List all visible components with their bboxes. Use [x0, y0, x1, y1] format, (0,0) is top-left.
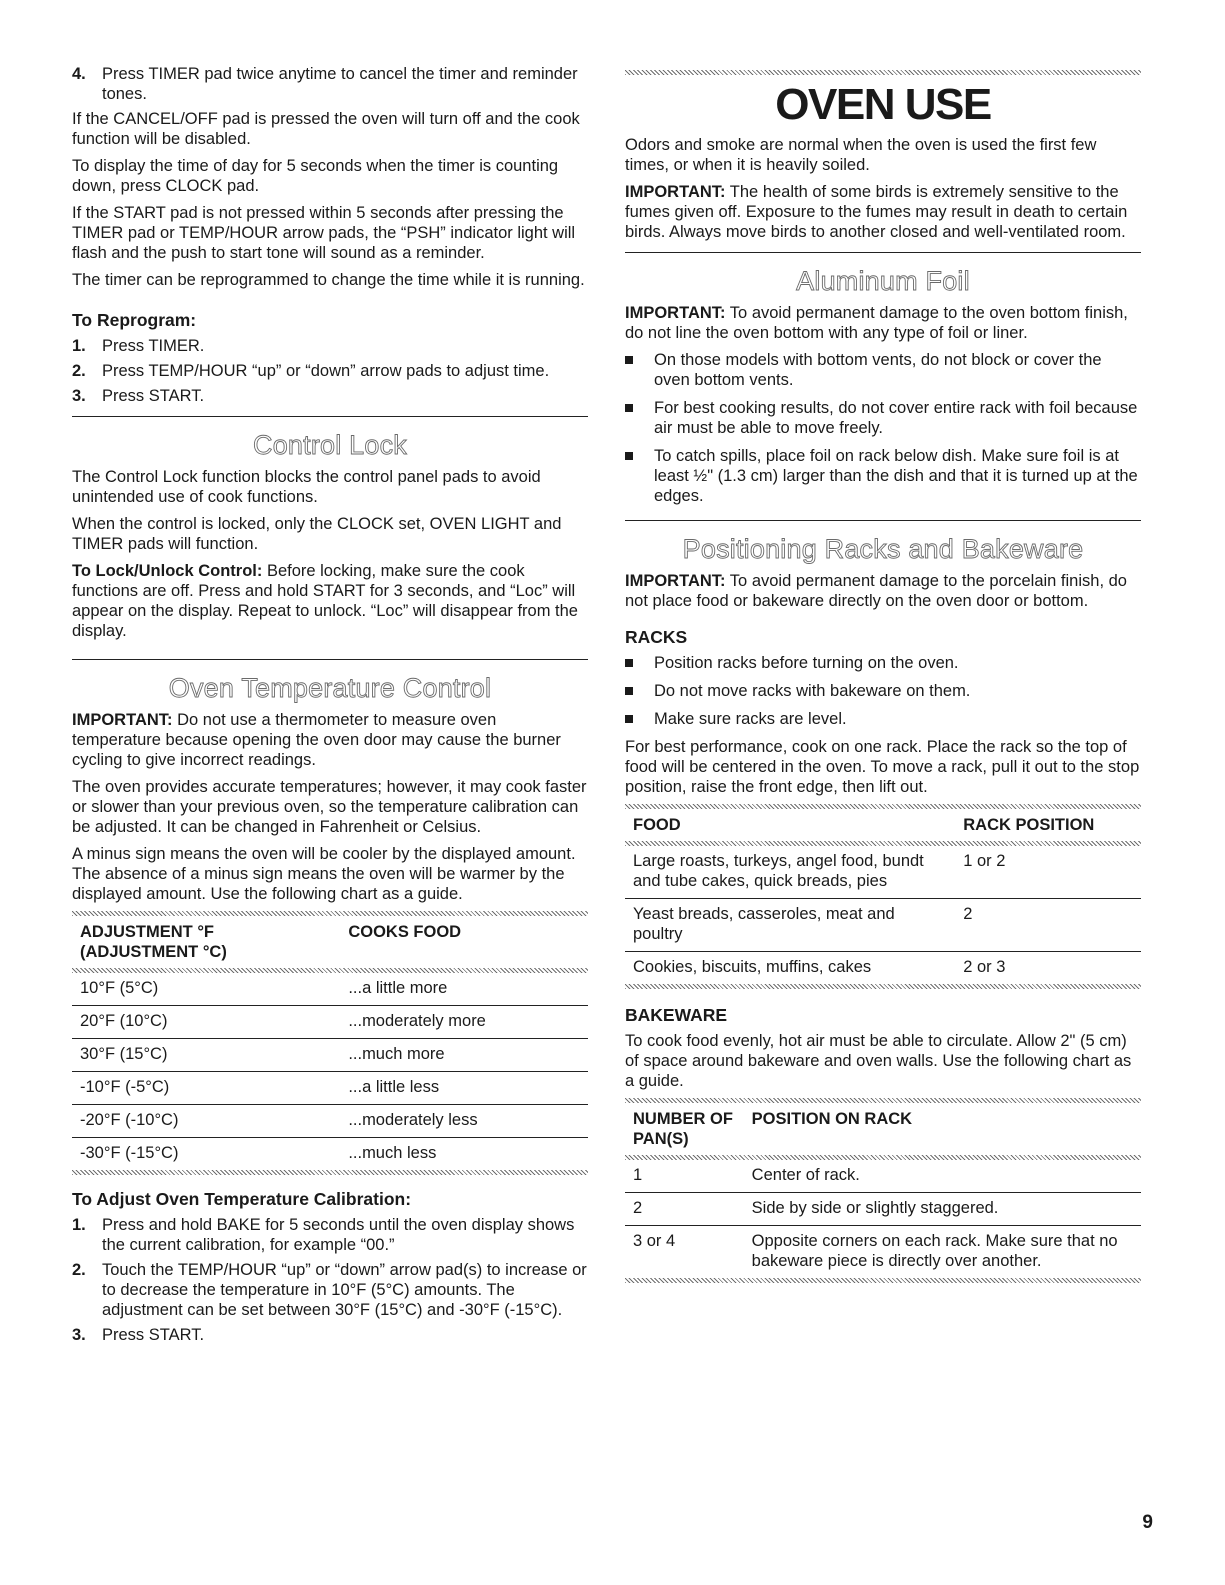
step-text: Press TEMP/HOUR “up” or “down” arrow pads to adjust time. — [102, 362, 550, 380]
page-number: 9 — [1142, 1512, 1153, 1533]
adjustment-cell: -30°F (-15°C) — [80, 1144, 179, 1162]
rack-position-cell: 2 or 3 — [963, 958, 1006, 976]
table-row — [625, 1226, 1141, 1279]
porcelain-warning — [625, 571, 1141, 611]
important-label: IMPORTANT: — [72, 711, 173, 729]
number-of-pans-column-header: NUMBER OF PAN(S) — [633, 1110, 733, 1148]
table-bottom-border — [625, 984, 1141, 989]
step-text: Press START. — [102, 1326, 205, 1344]
position-on-rack-cell: Opposite corners on each rack. Make sure that no bakeware piece is directly over another. — [751, 1232, 1118, 1270]
rack-position-cell: 2 — [955, 899, 1141, 952]
adjustment-table — [72, 916, 588, 1170]
table-row — [625, 899, 1141, 952]
table-row — [625, 1160, 1141, 1193]
table-row — [72, 1006, 588, 1039]
warning-text: Do not use a thermometer to measure oven temperature because opening the oven door may cause the burner cycling to give incorrect readings. — [72, 711, 561, 769]
bullet-text: To catch spills, place foil on rack below dish. Make sure foil is at least ½" (1.3 cm) larger than the dish and that it is turned up at the edges. — [654, 447, 1138, 505]
reprogram-paragraph: The timer can be reprogrammed to change the time while it is running. — [72, 271, 585, 289]
adjustment-cell: -10°F (-5°C) — [72, 1072, 340, 1105]
table-row — [72, 1138, 588, 1171]
bullet-square-icon — [625, 404, 633, 412]
positioning-racks-title: Positioning Racks and Bakeware — [682, 534, 1084, 564]
important-label: IMPORTANT: — [625, 183, 726, 201]
cooks-food-cell: ...a little less — [340, 1072, 588, 1105]
step-number: 2. — [72, 1261, 86, 1279]
odors-paragraph: Odors and smoke are normal when the oven is used the first few times, or when it is heavily soiled. — [625, 136, 1097, 174]
step-number: 2. — [72, 362, 86, 380]
food-rack-table — [625, 809, 1141, 984]
step-text: Touch the TEMP/HOUR “up” or “down” arrow pad(s) to increase or to decrease the temperature in 10°F (5°C) amounts. The adjustment can be set between 30°F (15°C) and -30°F (-15°C). — [102, 1261, 587, 1319]
step-number: 1. — [72, 1216, 86, 1234]
racks-bullet — [625, 653, 1141, 673]
bakeware-heading: BAKEWARE — [625, 1005, 728, 1025]
step-text: Press START. — [102, 387, 205, 405]
table-row — [72, 1072, 588, 1105]
bullet-text: Position racks before turning on the oven. — [654, 654, 959, 672]
cooks-food-cell: ...moderately less — [340, 1105, 588, 1138]
control-lock-title: Control Lock — [253, 430, 407, 460]
table-row — [625, 846, 1141, 899]
cooks-food-cell: ...moderately more — [340, 1006, 588, 1039]
lock-unlock-paragraph — [72, 561, 588, 641]
foil-warning — [625, 303, 1141, 343]
bullet-square-icon — [625, 687, 633, 695]
reprogram-step — [72, 361, 588, 381]
start-paragraph: If the START pad is not pressed within 5 seconds after pressing the TIMER pad or TEMP/HOUR arrow pads, the “PSH” indicator light will flash and the push to start tone will sound as a reminder. — [72, 204, 576, 262]
step-number: 1. — [72, 337, 86, 355]
title-top-border — [625, 70, 1141, 75]
bakeware-paragraph: To cook food evenly, hot air must be able to circulate. Allow 2" (5 cm) of space around bakeware and oven walls. Use the following chart as a guide. — [625, 1032, 1132, 1090]
important-label: IMPORTANT: — [625, 572, 726, 590]
table-bottom-border — [72, 1170, 588, 1175]
section-divider — [72, 659, 588, 660]
left-column — [72, 64, 588, 1350]
lock-unlock-label: To Lock/Unlock Control: — [72, 562, 263, 580]
food-column-header: FOOD — [633, 816, 681, 834]
calibration-step — [72, 1325, 588, 1345]
cooks-food-cell: ...a little more — [340, 973, 588, 1006]
birds-warning — [625, 182, 1141, 242]
rack-position-paragraph: For best performance, cook on one rack. Place the rack so the top of food will be centered in the oven. To move a rack, pull it out to the stop position, raise the front edge, then lift out. — [625, 738, 1140, 796]
step-text: Press TIMER. — [102, 337, 205, 355]
foil-bullet — [625, 350, 1141, 390]
warning-text: To avoid permanent damage to the oven bottom finish, do not line the oven bottom with any type of foil or liner. — [625, 304, 1128, 342]
table-bottom-border — [625, 1278, 1141, 1283]
step-number: 3. — [72, 1326, 86, 1344]
section-divider — [72, 416, 588, 417]
adjustment-cell: 20°F (10°C) — [72, 1006, 340, 1039]
timer-step-4 — [72, 64, 588, 104]
number-of-pans-cell: 2 — [625, 1193, 744, 1226]
table-row — [625, 952, 1141, 985]
cooks-food-cell: ...much more — [340, 1039, 588, 1072]
racks-bullet — [625, 681, 1141, 701]
table-row — [72, 1105, 588, 1138]
cooks-food-cell: ...much less — [348, 1144, 437, 1162]
food-cell: Yeast breads, casseroles, meat and poultry — [625, 899, 955, 952]
step-text: Press and hold BAKE for 5 seconds until the oven display shows the current calibration, for example “00.” — [102, 1216, 575, 1254]
cooks-food-column-header: COOKS FOOD — [348, 923, 462, 941]
position-on-rack-cell: Center of rack. — [744, 1160, 1141, 1193]
thermometer-warning — [72, 710, 588, 770]
page-title: OVEN USE — [775, 80, 991, 129]
section-divider — [625, 252, 1141, 253]
calibration-paragraph: The oven provides accurate temperatures; however, it may cook faster or slower than your previous oven, so the temperature calibration can be adjusted. It can be changed in Fahrenheit or Celsius. — [72, 778, 587, 836]
step-text: Press TIMER pad twice anytime to cancel the timer and reminder tones. — [102, 65, 578, 103]
bullet-text: Make sure racks are level. — [654, 710, 847, 728]
adjustment-column-header: ADJUSTMENT °F (ADJUSTMENT °C) — [80, 923, 227, 961]
racks-bullet — [625, 709, 1141, 729]
aluminum-foil-title: Aluminum Foil — [796, 266, 970, 296]
bullet-square-icon — [625, 715, 633, 723]
food-cell: Cookies, biscuits, muffins, cakes — [633, 958, 872, 976]
foil-bullet — [625, 446, 1141, 506]
reprogram-heading: To Reprogram: — [72, 310, 197, 330]
foil-bullet — [625, 398, 1141, 438]
position-on-rack-column-header: POSITION ON RACK — [751, 1110, 913, 1128]
number-of-pans-cell: 1 — [625, 1160, 744, 1193]
control-lock-paragraph: When the control is locked, only the CLOCK set, OVEN LIGHT and TIMER pads will function. — [72, 515, 562, 553]
warning-text: To avoid permanent damage to the porcelain finish, do not place food or bakeware directly on the oven door or bottom. — [625, 572, 1127, 610]
bullet-square-icon — [625, 659, 633, 667]
clock-paragraph: To display the time of day for 5 seconds when the timer is counting down, press CLOCK pad. — [72, 157, 559, 195]
calibration-step — [72, 1260, 588, 1320]
table-row — [625, 1193, 1141, 1226]
food-cell: Large roasts, turkeys, angel food, bundt and tube cakes, quick breads, pies — [625, 846, 955, 899]
number-of-pans-cell: 3 or 4 — [633, 1232, 676, 1250]
calibration-step — [72, 1215, 588, 1255]
adjustment-cell: 30°F (15°C) — [72, 1039, 340, 1072]
reprogram-step — [72, 386, 588, 406]
table-row — [72, 973, 588, 1006]
bullet-text: For best cooking results, do not cover entire rack with foil because air must be able to move freely. — [654, 399, 1138, 437]
bullet-square-icon — [625, 356, 633, 364]
important-label: IMPORTANT: — [625, 304, 726, 322]
step-number: 3. — [72, 387, 86, 405]
pan-position-table — [625, 1103, 1141, 1278]
warning-text: The health of some birds is extremely sensitive to the fumes given off. Exposure to the fumes may result in death to certain birds. Always move birds to another closed and well-ventilated room. — [625, 183, 1128, 241]
table-row — [72, 1039, 588, 1072]
control-lock-paragraph: The Control Lock function blocks the control panel pads to avoid unintended use of cook functions. — [72, 468, 541, 506]
bullet-text: On those models with bottom vents, do not block or cover the oven bottom vents. — [654, 351, 1102, 389]
minus-sign-paragraph: A minus sign means the oven will be cooler by the displayed amount. The absence of a minus sign means the oven will be warmer by the displayed amount. Use the following chart as a guide. — [72, 845, 576, 903]
cancel-paragraph: If the CANCEL/OFF pad is pressed the oven will turn off and the cook function will be disabled. — [72, 110, 580, 148]
reprogram-step — [72, 336, 588, 356]
bullet-text: Do not move racks with bakeware on them. — [654, 682, 971, 700]
racks-heading: RACKS — [625, 627, 688, 647]
position-on-rack-cell: Side by side or slightly staggered. — [744, 1193, 1141, 1226]
step-number: 4. — [72, 65, 86, 83]
right-column — [625, 70, 1141, 1283]
rack-position-cell: 1 or 2 — [955, 846, 1141, 899]
adjustment-cell: -20°F (-10°C) — [72, 1105, 340, 1138]
section-divider — [625, 520, 1141, 521]
bullet-square-icon — [625, 452, 633, 460]
calibration-heading: To Adjust Oven Temperature Calibration: — [72, 1189, 412, 1209]
adjustment-cell: 10°F (5°C) — [72, 973, 340, 1006]
lock-unlock-text: Before locking, make sure the cook functions are off. Press and hold START for 3 seconds, and “Loc” will appear on the display. Repeat to unlock. “Loc” will disappear from the display. — [72, 562, 578, 640]
rack-position-column-header: RACK POSITION — [963, 816, 1095, 834]
oven-temperature-control-title: Oven Temperature Control — [168, 673, 492, 703]
